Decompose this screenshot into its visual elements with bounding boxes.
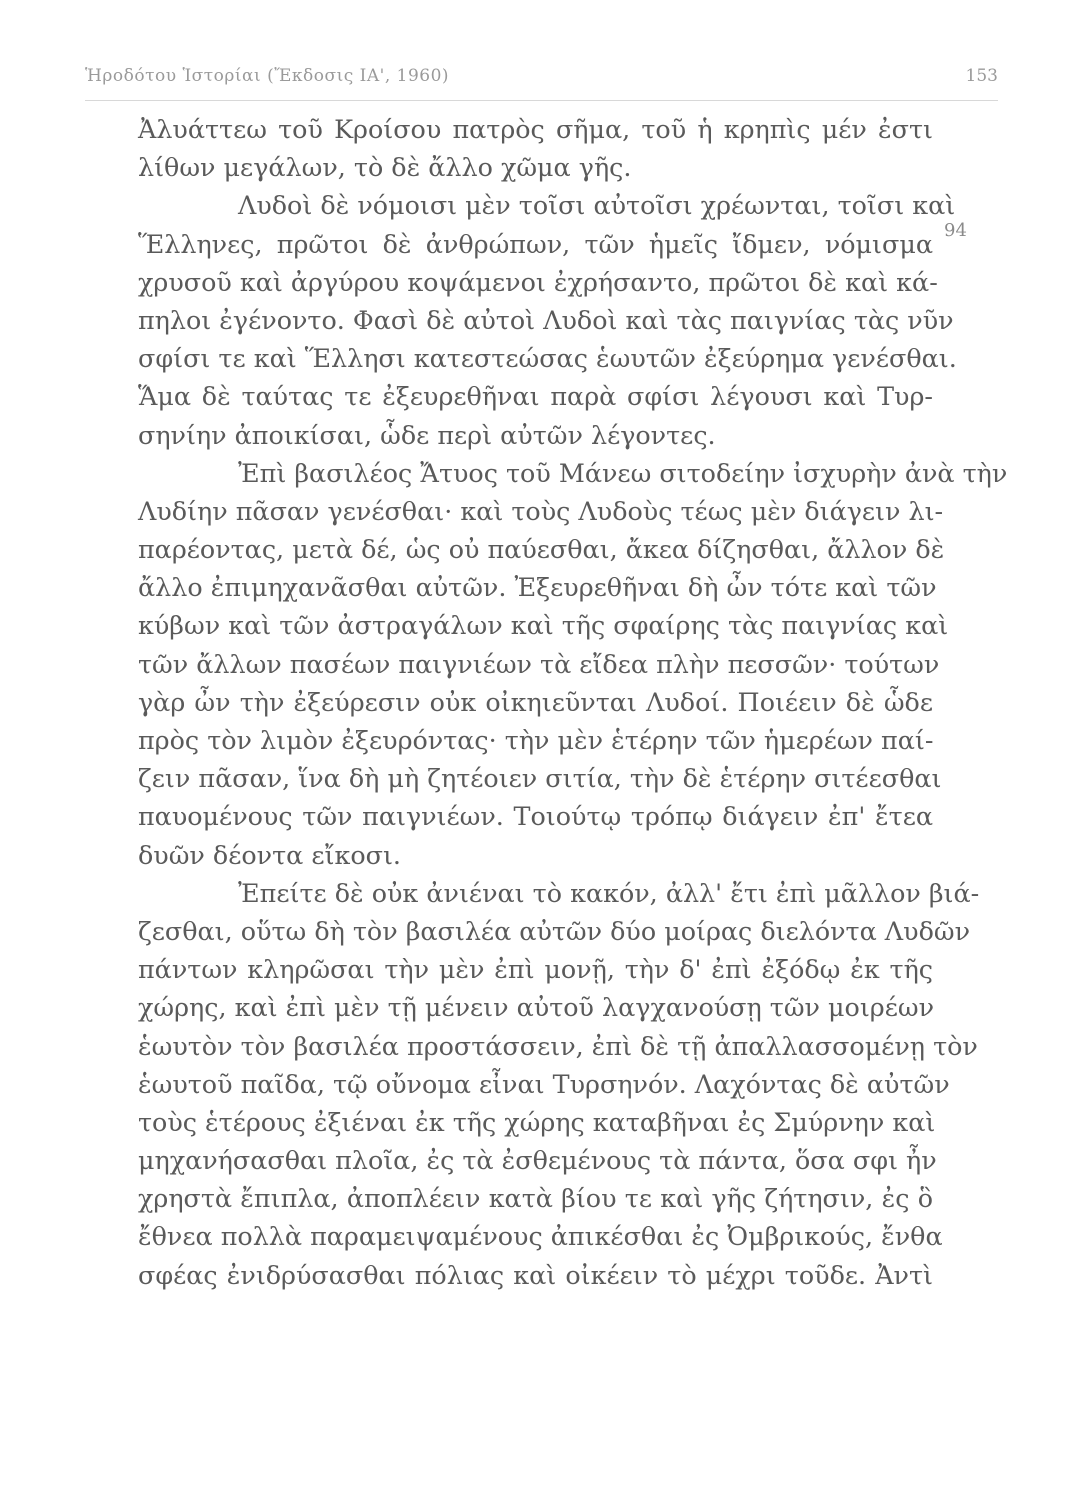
page-number: 153 <box>965 66 998 86</box>
text-line: ἔθνεα πολλὰ παραμειψαμένους ἀπικέσθαι ἐς Ὀμβρικούς, ἔνθα <box>138 1221 943 1252</box>
running-title: Ἡροδότου Ἱστορίαι (Ἔκδοσις ΙΑ', 1960) <box>85 66 450 86</box>
text-line: χρηστὰ ἔπιπλα, ἀποπλέειν κατὰ βίου τε καὶ γῆς ζήτησιν, ἐς ὃ <box>138 1183 933 1214</box>
text-line: κύβων καὶ τῶν ἀστραγάλων καὶ τῆς σφαίρης τὰς παιγνίας καὶ <box>138 610 949 641</box>
text-line: πάντων κληρῶσαι τὴν μὲν ἐπὶ μονῇ, τὴν δ' ἐπὶ ἐξόδῳ ἐκ τῆς <box>138 954 933 985</box>
text-line: ἑωυτὸν τὸν βασιλέα προστάσσειν, ἐπὶ δὲ τῇ ἀπαλλασσομένῃ τὸν <box>138 1030 978 1061</box>
text-line: μηχανήσασθαι πλοῖα, ἐς τὰ ἐσθεμένους τὰ πάντα, ὅσα σφι ἦν <box>138 1145 937 1176</box>
text-line: χώρης, καὶ ἐπὶ μὲν τῇ μένειν αὐτοῦ λαγχανούσῃ τῶν μοιρέων <box>138 992 934 1023</box>
text-line: Ἀλυάττεω τοῦ Κροίσου πατρὸς σῆμα, τοῦ ἡ κρηπὶς μέν ἐστι <box>138 114 933 144</box>
text-line: σφέας ἐνιδρύσασθαι πόλιας καὶ οἰκέειν τὸ μέχρι τοῦδε. Ἀντὶ <box>138 1259 933 1290</box>
text-line: πηλοι ἐγένοντο. Φασὶ δὲ αὐτοὶ Λυδοὶ καὶ τὰς παιγνίας τὰς νῦν <box>138 304 954 335</box>
text-line: Ἅμα δὲ ταύτας τε ἐξευρεθῆναι παρὰ σφίσι λέγουσι καὶ Τυρ- <box>138 381 933 412</box>
text-line: χρυσοῦ καὶ ἀργύρου κοψάμενοι ἐχρήσαντο, πρῶτοι δὲ καὶ κά- <box>138 266 938 297</box>
text-line: ζειν πᾶσαν, ἵνα δὴ μὴ ζητέοιεν σιτία, τὴν δὲ ἑτέρην σιτέεσθαι <box>138 763 942 794</box>
text-line: ζεσθαι, οὕτω δὴ τὸν βασιλέα αὐτῶν δύο μοίρας διελόντα Λυδῶν <box>138 915 971 946</box>
text-line: ἑωυτοῦ παῖδα, τῷ οὔνομα εἶναι Τυρσηνόν. Λαχόντας δὲ αὐτῶν <box>138 1068 950 1099</box>
chapter-margin-number: 94 <box>944 220 967 241</box>
text-line: τοὺς ἑτέρους ἐξιέναι ἐκ τῆς χώρης καταβῆναι ἐς Σμύρνην καὶ <box>138 1106 936 1137</box>
text-line: Λυδοὶ δὲ νόμοισι μὲν τοῖσι αὐτοῖσι χρέωνται, τοῖσι καὶ <box>238 190 956 221</box>
running-header <box>85 60 998 101</box>
text-line: Ἕλληνες, πρῶτοι δὲ ἀνθρώπων, τῶν ἡμεῖς ἴδμεν, νόμισμα <box>138 228 933 259</box>
text-line: δυῶν δέοντα εἴκοσι. <box>138 839 401 870</box>
text-line: λίθων μεγάλων, τὸ δὲ ἄλλο χῶμα γῆς. <box>138 152 632 183</box>
text-line: σηνίην ἀποικίσαι, ὧδε περὶ αὐτῶν λέγοντες. <box>138 419 716 450</box>
text-line: Ἐπὶ βασιλέος Ἄτυος τοῦ Μάνεω σιτοδείην ἰσχυρὴν ἀνὰ τὴν <box>238 457 1008 488</box>
text-line: ἄλλο ἐπιμηχανᾶσθαι αὐτῶν. Ἐξευρεθῆναι δὴ ὦν τότε καὶ τῶν <box>138 572 937 603</box>
text-line: σφίσι τε καὶ Ἕλλησι κατεστεώσας ἑωυτῶν ἐξεύρημα γενέσθαι. <box>138 343 957 374</box>
text-line: γὰρ ὦν τὴν ἐξεύρεσιν οὐκ οἰκηιεῦνται Λυδοί. Ποιέειν δὲ ὧδε <box>138 686 933 717</box>
text-line: παρέοντας, μετὰ δέ, ὡς οὐ παύεσθαι, ἄκεα δίζησθαι, ἄλλον δὲ <box>138 534 945 565</box>
text-line: παυομένους τῶν παιγνιέων. Τοιούτῳ τρόπῳ διάγειν ἐπ' ἔτεα <box>138 801 933 832</box>
text-line: Ἐπείτε δὲ οὐκ ἀνιέναι τὸ κακόν, ἀλλ' ἔτι ἐπὶ μᾶλλον βιά- <box>238 877 980 908</box>
text-line: πρὸς τὸν λιμὸν ἐξευρόντας· τὴν μὲν ἑτέρην τῶν ἡμερέων παί- <box>138 725 934 755</box>
text-line: τῶν ἄλλων πασέων παιγνιέων τὰ εἴδεα πλὴν πεσσῶν· τούτων <box>138 648 940 679</box>
text-line: Λυδίην πᾶσαν γενέσθαι· καὶ τοὺς Λυδοὺς τέως μὲν διάγειν λι- <box>138 495 944 526</box>
